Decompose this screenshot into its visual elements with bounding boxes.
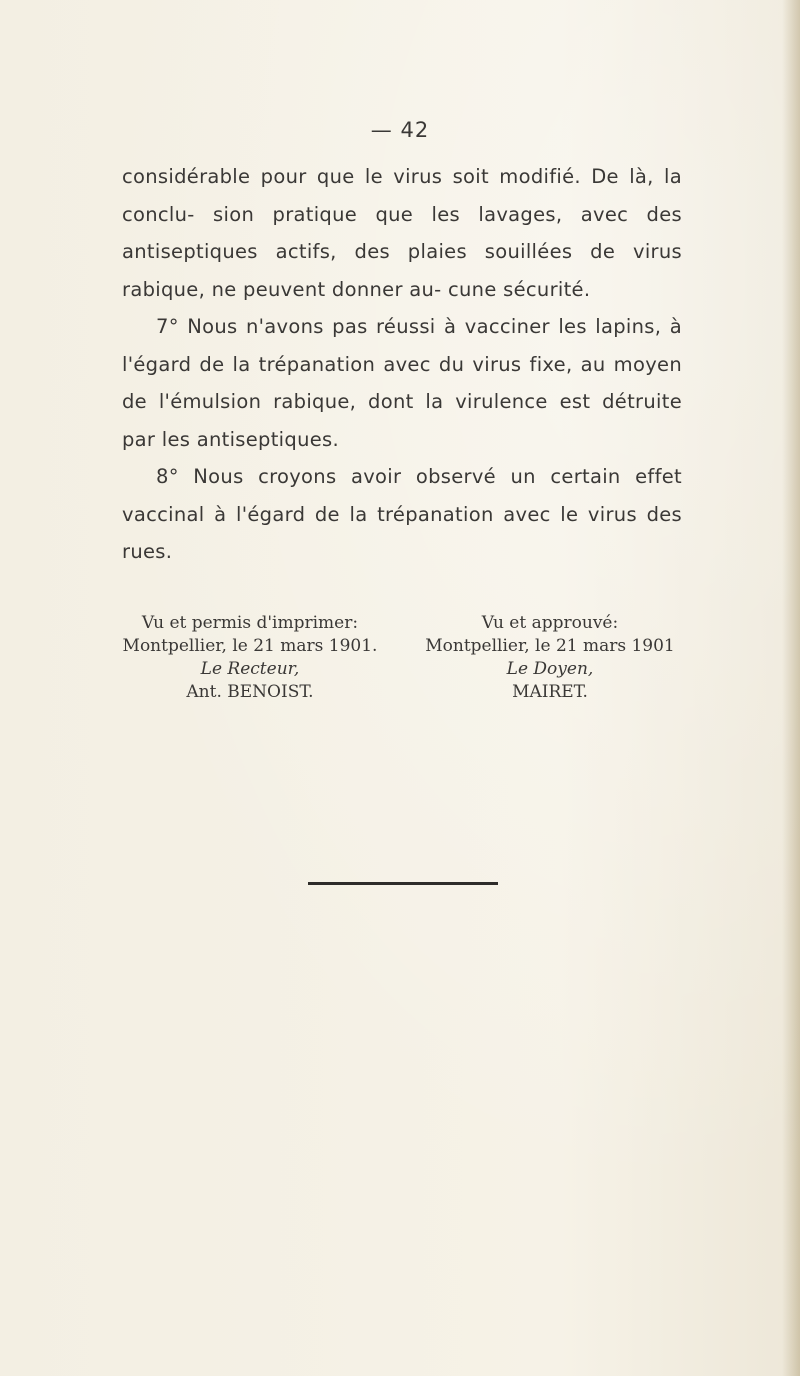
rector-title: Le Recteur, [200,659,300,679]
dean-title: Le Doyen, [506,659,594,679]
page-number: — 42 [370,118,430,142]
closing-rule [308,882,498,885]
approval-line: Vu et approuvé: [481,613,619,633]
paragraph-point-7: 7° Nous n'avons pas réussi à vacciner les lapins, à l'égard de la trépanation avec du virus fixe, au moyen de l'émulsion rabique, dont la virulence est détruite par les antiseptiques. [122,315,682,451]
approval-date: Montpellier, le 21 mars 1901 [425,636,675,656]
body-text [122,158,682,571]
signature-block [100,612,700,712]
imprimatur-date: Montpellier, le 21 mars 1901. [122,636,378,656]
paragraph-point-8: 8° Nous croyons avoir observé un certain effet vaccinal à l'égard de la trépanation avec le virus des rues. [122,465,682,563]
page-edge-shadow [782,0,800,1376]
imprimatur-line: Vu et permis d'imprimer: [141,613,359,633]
signature-rector [100,612,400,704]
rector-name: Ant. BENOIST. [186,682,314,702]
paragraph-conclusion: considérable pour que le virus soit modifié. De là, la conclu- sion pratique que les lavages, avec des antiseptiques actifs, des plaies souillées de virus rabique, ne peuvent donner au- cune sécurité. [122,165,682,301]
signature-dean [400,612,700,704]
dean-name: MAIRET. [512,682,588,702]
